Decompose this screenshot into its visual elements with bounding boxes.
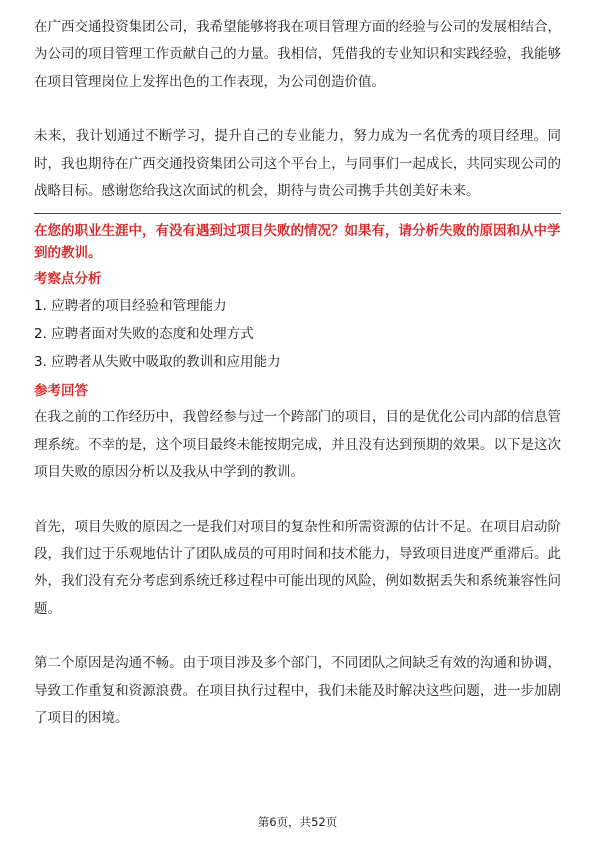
intro-paragraph: 在广西交通投资集团公司，我希望能够将我在项目管理方面的经验与公司的发展相结合，为公司的项目管理工作贡献自己的力量。我相信，凭借我的专业知识和实践经验，我能够在项目管理岗位上发挥出色的工作表现，为公司创造价值。 <box>34 19 561 90</box>
analysis-item: 1. 应聘者的项目经验和管理能力 <box>34 298 227 315</box>
interview-question: 在您的职业生涯中，有没有遇到过项目失败的情况？如果有，请分析失败的原因和从中学到的教训。 <box>34 223 561 262</box>
answer-paragraph: 首先，项目失败的原因之一是我们对项目的复杂性和所需资源的估计不足。在项目启动阶段，我们过于乐观地估计了团队成员的可用时间和技术能力，导致项目进度严重滞后。此外，我们没有充分考虑到系统迁移过程中可能出现的风险，例如数据丢失和系统兼容性问题。 <box>34 518 561 617</box>
answer-title: 参考回答 <box>34 383 88 400</box>
section-divider <box>34 213 561 214</box>
intro-paragraph: 未来，我计划通过不断学习，提升自己的专业能力，努力成为一名优秀的项目经理。同时，我也期待在广西交通投资集团公司这个平台上，与同事们一起成长，共同实现公司的战略目标。感谢您给我这次面试的机会，期待与贵公司携手共创美好未来。 <box>34 128 561 200</box>
page-content <box>34 14 561 733</box>
analysis-item: 3. 应聘者从失败中吸取的教训和应用能力 <box>34 354 281 371</box>
page-number: 第6页，共52页 <box>257 815 338 829</box>
analysis-title: 考察点分析 <box>34 271 102 288</box>
answer-paragraph: 在我之前的工作经历中，我曾经参与过一个跨部门的项目，目的是优化公司内部的信息管理系统。不幸的是，这个项目最终未能按期完成，并且没有达到预期的效果。以下是这次项目失败的原因分析以及我从中学到的教训。 <box>34 409 561 481</box>
answer-paragraph: 第二个原因是沟通不畅。由于项目涉及多个部门，不同团队之间缺乏有效的沟通和协调，导致工作重复和资源浪费。在项目执行过程中，我们未能及时解决这些问题，进一步加剧了项目的困境。 <box>34 655 561 727</box>
analysis-item: 2. 应聘者面对失败的态度和处理方式 <box>34 326 254 343</box>
